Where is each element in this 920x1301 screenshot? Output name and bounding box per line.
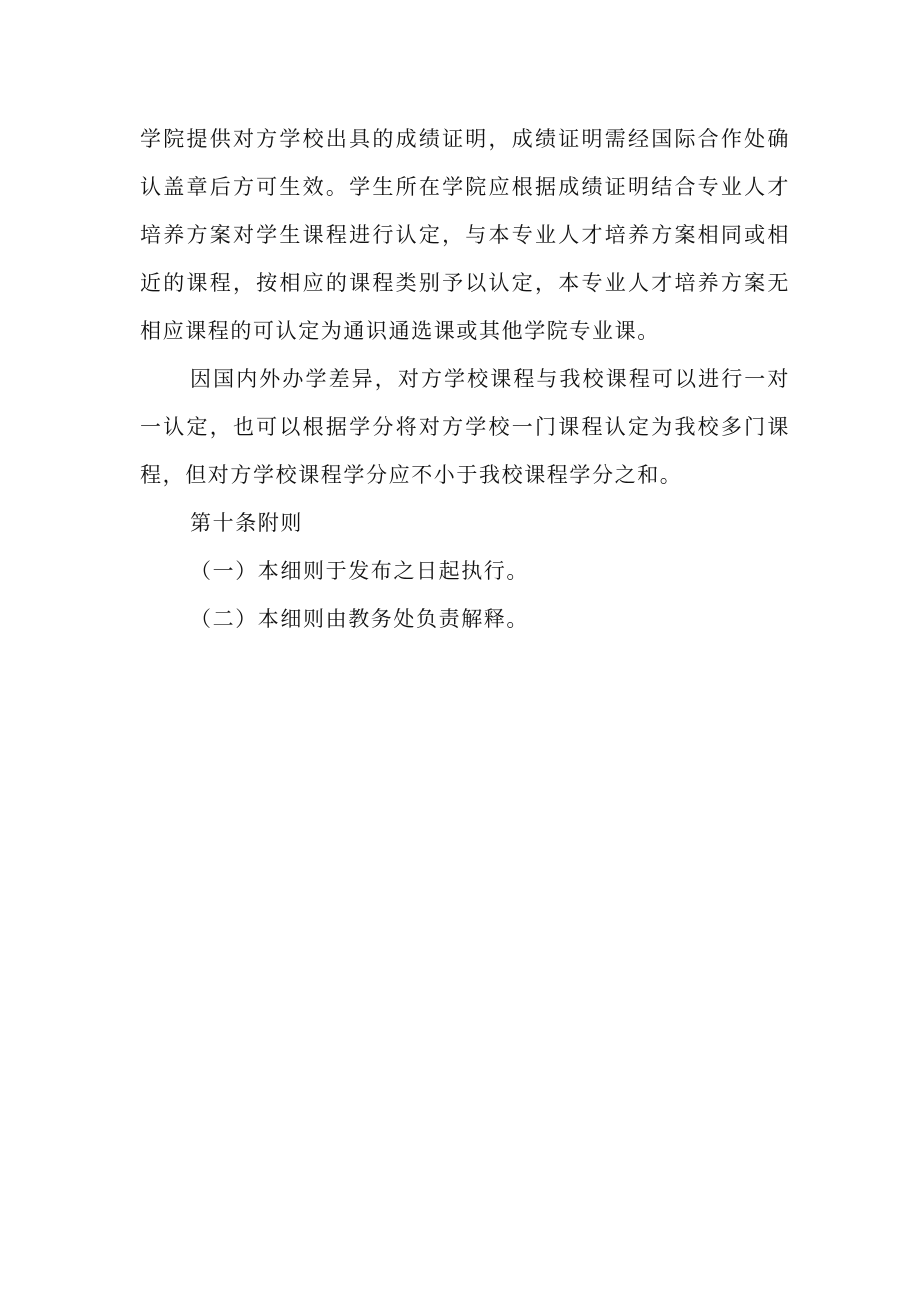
- text-line: 一认定，也可以根据学分将对方学校一门课程认定为我校多门课: [140, 415, 790, 439]
- list-item-text: （一）本细则于发布之日起执行。: [190, 559, 529, 583]
- text-line: 培养方案对学生课程进行认定，与本专业人才培养方案相同或相: [140, 223, 790, 247]
- text-line: 因国内外办学差异，对方学校课程与我校课程可以进行一对: [190, 367, 790, 391]
- list-item-text: （二）本细则由教务处负责解释。: [190, 607, 529, 631]
- document-body: [140, 115, 790, 643]
- article-heading: [140, 499, 790, 547]
- text-line: 程，但对方学校课程学分应不小于我校课程学分之和。: [140, 463, 683, 487]
- text-line: 认盖章后方可生效。学生所在学院应根据成绩证明结合专业人才: [140, 175, 790, 199]
- text-line: 近的课程，按相应的课程类别予以认定，本专业人才培养方案无: [140, 271, 790, 295]
- list-item-1: [140, 547, 790, 595]
- paragraph-credit-mapping: [140, 355, 790, 499]
- list-item-2: [140, 595, 790, 643]
- text-line: 相应课程的可认定为通识通选课或其他学院专业课。: [140, 319, 660, 343]
- text-line: 学院提供对方学校出具的成绩证明，成绩证明需经国际合作处确: [140, 127, 790, 151]
- paragraph-course-recognition: [140, 115, 790, 355]
- article-heading-text: 第十条附则: [190, 511, 303, 535]
